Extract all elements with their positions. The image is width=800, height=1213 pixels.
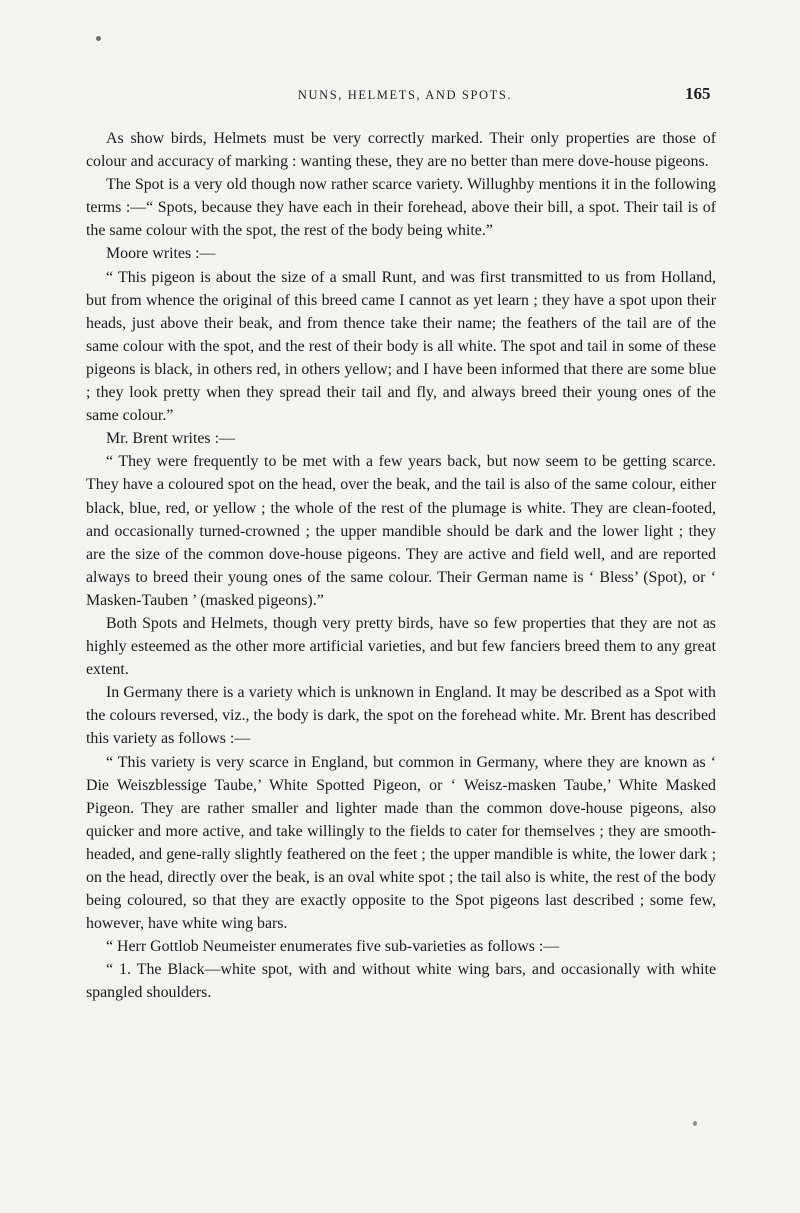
paragraph: “ 1. The Black—white spot, with and without white wing bars, and occasionally with white spangled shoulders.	[86, 961, 716, 1002]
page-speck	[693, 1121, 697, 1126]
paragraph: As show birds, Helmets must be very correctly marked. Their only properties are those of colour and accuracy of marking : wanting these, they are no better than mere dove-house pigeons.	[86, 130, 716, 171]
paragraph: In Germany there is a variety which is unknown in England. It may be described as a Spot with the colours reversed, viz., the body is dark, the spot on the forehead white. Mr. Brent has described this variety as follows :—	[86, 684, 716, 748]
paragraph: “ They were frequently to be met with a few years back, but now seem to be getting scarce. They have a coloured spot on the head, over the beak, and the tail is also of the same colour, either black, blue, red, or yellow ; the whole of the rest of the plumage is white. They are clean-footed, and occasionally turned-crowned ; the upper mandible should be dark and the lower light ; they are the size of the common dove-house pigeons. They are active and field well, and are reported always to breed their young ones of the same colour. Their German name is ‘ Bless’ (Spot), or ‘ Masken-Tauben ’ (masked pigeons).”	[86, 453, 716, 609]
paragraph: Mr. Brent writes :—	[106, 430, 235, 448]
page-speck	[96, 36, 101, 41]
page-number: 165	[685, 84, 711, 103]
running-header: NUNS, HELMETS, AND SPOTS.	[297, 88, 513, 102]
paragraph: “ This pigeon is about the size of a small Runt, and was first transmitted to us from Holland, but from whence the original of this breed came I cannot as yet learn ; they have a spot upon their heads, just above their beak, and from thence take their name; the feathers of the tail are of the same colour with the spot, and the rest of their body is all white. The spot and tail in some of these pigeons is black, in others red, in others yellow; and I have been informed that there are some blue ; they look pretty when they spread their tail and fly, and always breed their young ones of the same colour.”	[86, 268, 716, 425]
paragraph: Moore writes :—	[106, 245, 216, 263]
paragraph: “ This variety is very scarce in England, but common in Germany, where they are known as ‘ Die Weiszblessige Taube,’ White Spotted Pigeon, or ‘ Weisz-masken Taube,’ White Masked Pigeon. They are rather smaller and lighter made than the common dove-house pigeons, also quicker and more active, and take willingly to the fields to cater for themselves ; they are smooth-headed, and gene-rally slightly feathered on the feet ; the upper mandible is white, the lower dark ; on the head, directly over the beak, is an oval white spot ; the tail also is white, the rest of the body being coloured, so that they are exactly opposite to the Spot pigeons last described ; some few, however, have white wing bars.	[86, 753, 716, 933]
paragraph: The Spot is a very old though now rather scarce variety. Willughby mentions it in the following terms :—“ Spots, because they have each in their forehead, above their bill, a spot. Their tail is of the same colour with the spot, the rest of the body being white.”	[86, 176, 716, 240]
paragraph: “ Herr Gottlob Neumeister enumerates five sub-varieties as follows :—	[106, 938, 560, 956]
paragraph: Both Spots and Helmets, though very pretty birds, have so few properties that they are not as highly esteemed as the other more artificial varieties, and but few fanciers breed them to any great extent.	[86, 614, 716, 679]
body-text	[86, 127, 716, 1005]
